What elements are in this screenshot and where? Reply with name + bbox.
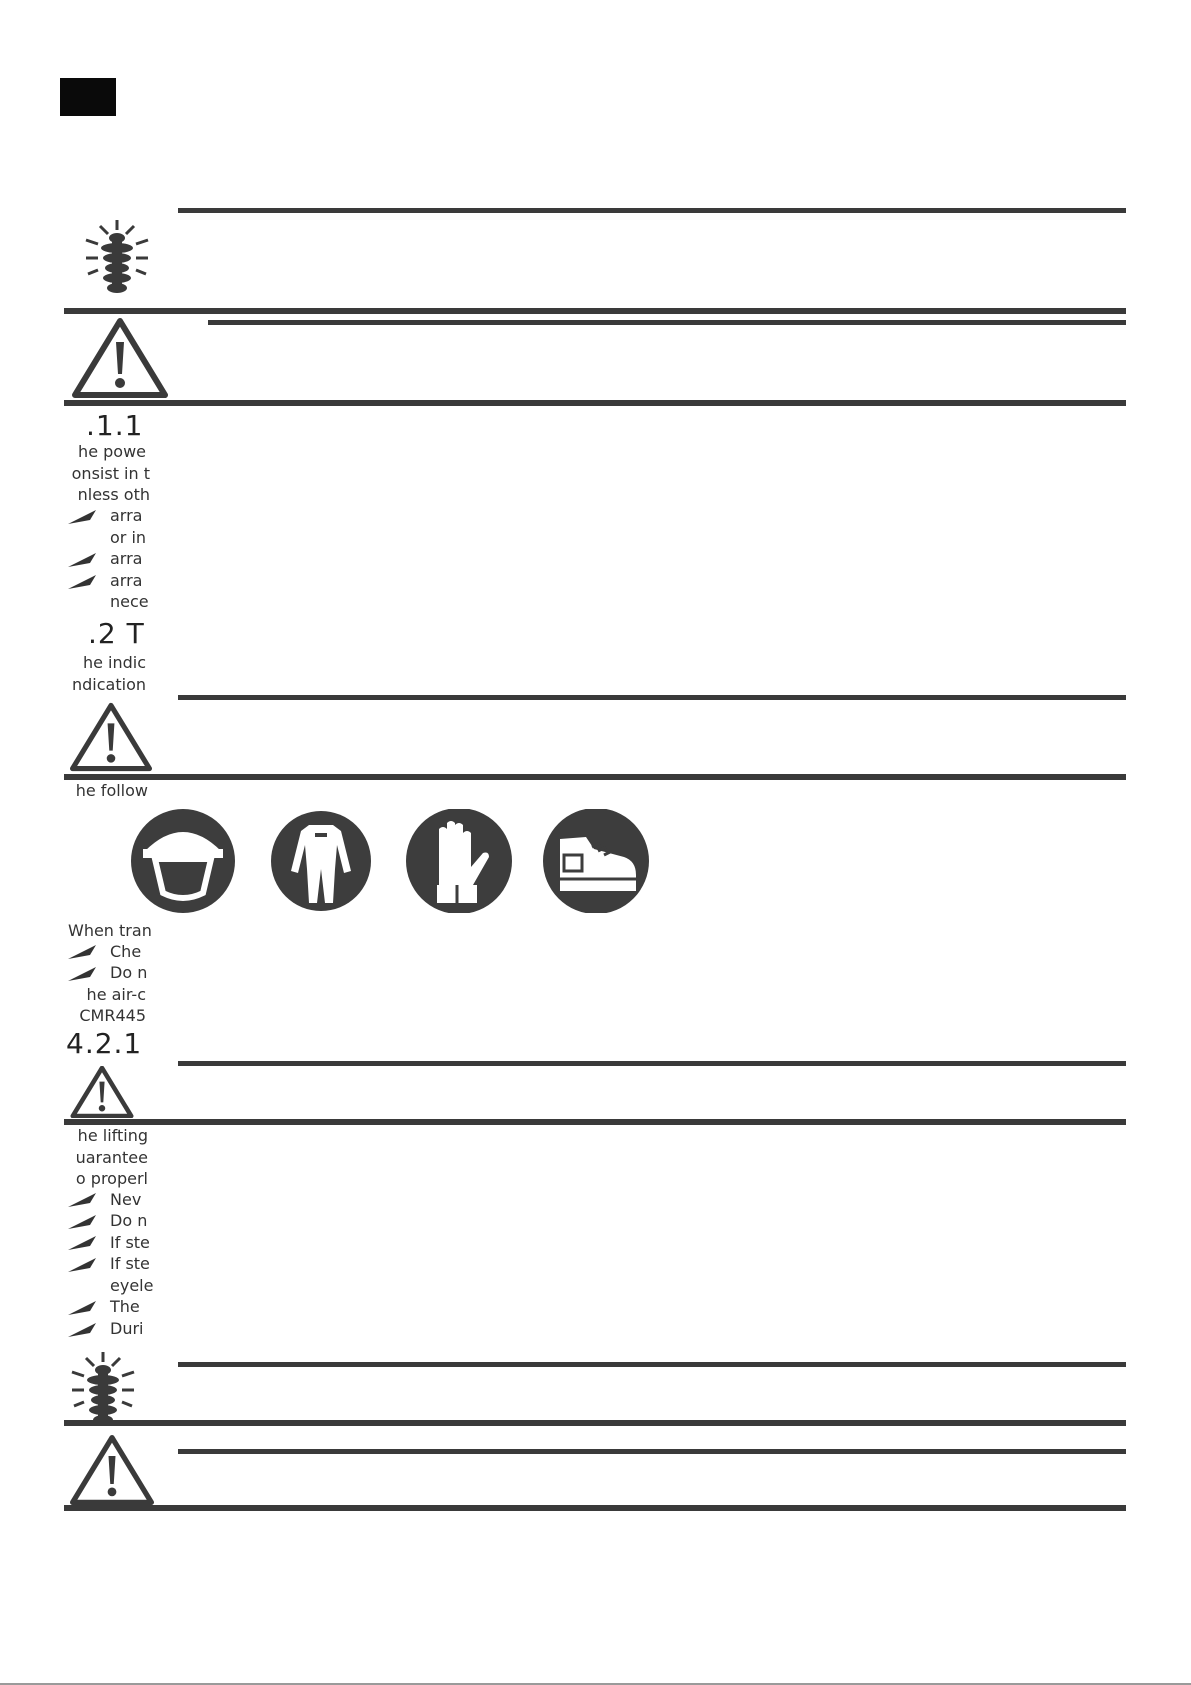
body-line: o properl	[75, 1169, 148, 1188]
list-item-line: Duri	[110, 1319, 144, 1338]
notice-bottom-rule	[64, 1420, 1126, 1426]
notice-top-rule	[178, 208, 1126, 213]
body-line: he indic	[82, 653, 146, 672]
warning-bottom-rule	[64, 1119, 1126, 1125]
coverall-icon	[271, 809, 371, 913]
list-item-line: Nev	[110, 1190, 142, 1209]
warning-bottom-rule	[64, 400, 1126, 406]
bullet-arrow-icon	[68, 1301, 96, 1315]
list-item-line: arra	[110, 506, 143, 525]
warning-triangle-icon	[70, 702, 152, 772]
body-line: nless oth	[77, 485, 150, 504]
body-line: onsist in t	[71, 464, 150, 483]
bullet-arrow-icon	[68, 553, 96, 567]
bullet-arrow-icon	[68, 967, 96, 981]
list-item-line: arra	[110, 571, 143, 590]
warning-top-rule	[178, 695, 1126, 700]
section-heading: .2 T	[88, 617, 145, 650]
bullet-arrow-icon	[68, 510, 96, 524]
warning-triangle-icon	[72, 318, 168, 398]
list-item-line: nece	[110, 592, 149, 611]
bullet-arrow-icon	[68, 1323, 96, 1337]
body-line: he lifting	[77, 1126, 148, 1145]
bullet-arrow-icon	[68, 1193, 96, 1207]
bullet-arrow-icon	[68, 945, 96, 959]
warning-triangle-icon	[70, 1434, 154, 1506]
body-line: When tran	[68, 921, 152, 940]
warning-bottom-rule	[64, 1505, 1126, 1511]
warning-top-rule	[178, 1449, 1126, 1454]
bullet-arrow-icon	[68, 1258, 96, 1272]
electrical-hazard-icon	[68, 1350, 138, 1426]
list-item-line: If ste	[110, 1254, 150, 1273]
hard-hat-icon	[131, 809, 235, 913]
warning-top-rule	[178, 1061, 1126, 1066]
list-item-line: arra	[110, 549, 143, 568]
electrical-hazard-icon	[82, 218, 152, 294]
body-line: CMR445	[79, 1006, 146, 1025]
page-tab-marker	[60, 78, 116, 116]
list-item-line: eyele	[110, 1276, 154, 1295]
body-line: he powe	[78, 442, 146, 461]
body-line: he air-c	[86, 985, 146, 1004]
list-item-line: Do n	[110, 963, 148, 982]
body-line: uarantee	[75, 1148, 148, 1167]
safety-shoe-icon	[542, 809, 650, 913]
ppe-intro: he follow	[75, 781, 148, 800]
bullet-arrow-icon	[68, 1215, 96, 1229]
section-heading: .1.1	[86, 409, 144, 442]
body-line: ndication	[72, 675, 146, 694]
list-item-line: Che	[110, 942, 142, 961]
list-item-line: or in	[110, 528, 147, 547]
notice-top-rule	[178, 1362, 1126, 1367]
list-item-line: Do n	[110, 1211, 148, 1230]
warning-triangle-icon	[70, 1066, 134, 1118]
warning-top-rule	[208, 320, 1126, 325]
bullet-arrow-icon	[68, 575, 96, 589]
bullet-arrow-icon	[68, 1236, 96, 1250]
list-item-line: The	[110, 1297, 140, 1316]
list-item-line: If ste	[110, 1233, 150, 1252]
warning-bottom-rule	[64, 774, 1126, 780]
notice-bottom-rule	[64, 308, 1126, 314]
gloves-icon	[405, 809, 513, 913]
section-heading: 4.2.1	[66, 1027, 143, 1060]
